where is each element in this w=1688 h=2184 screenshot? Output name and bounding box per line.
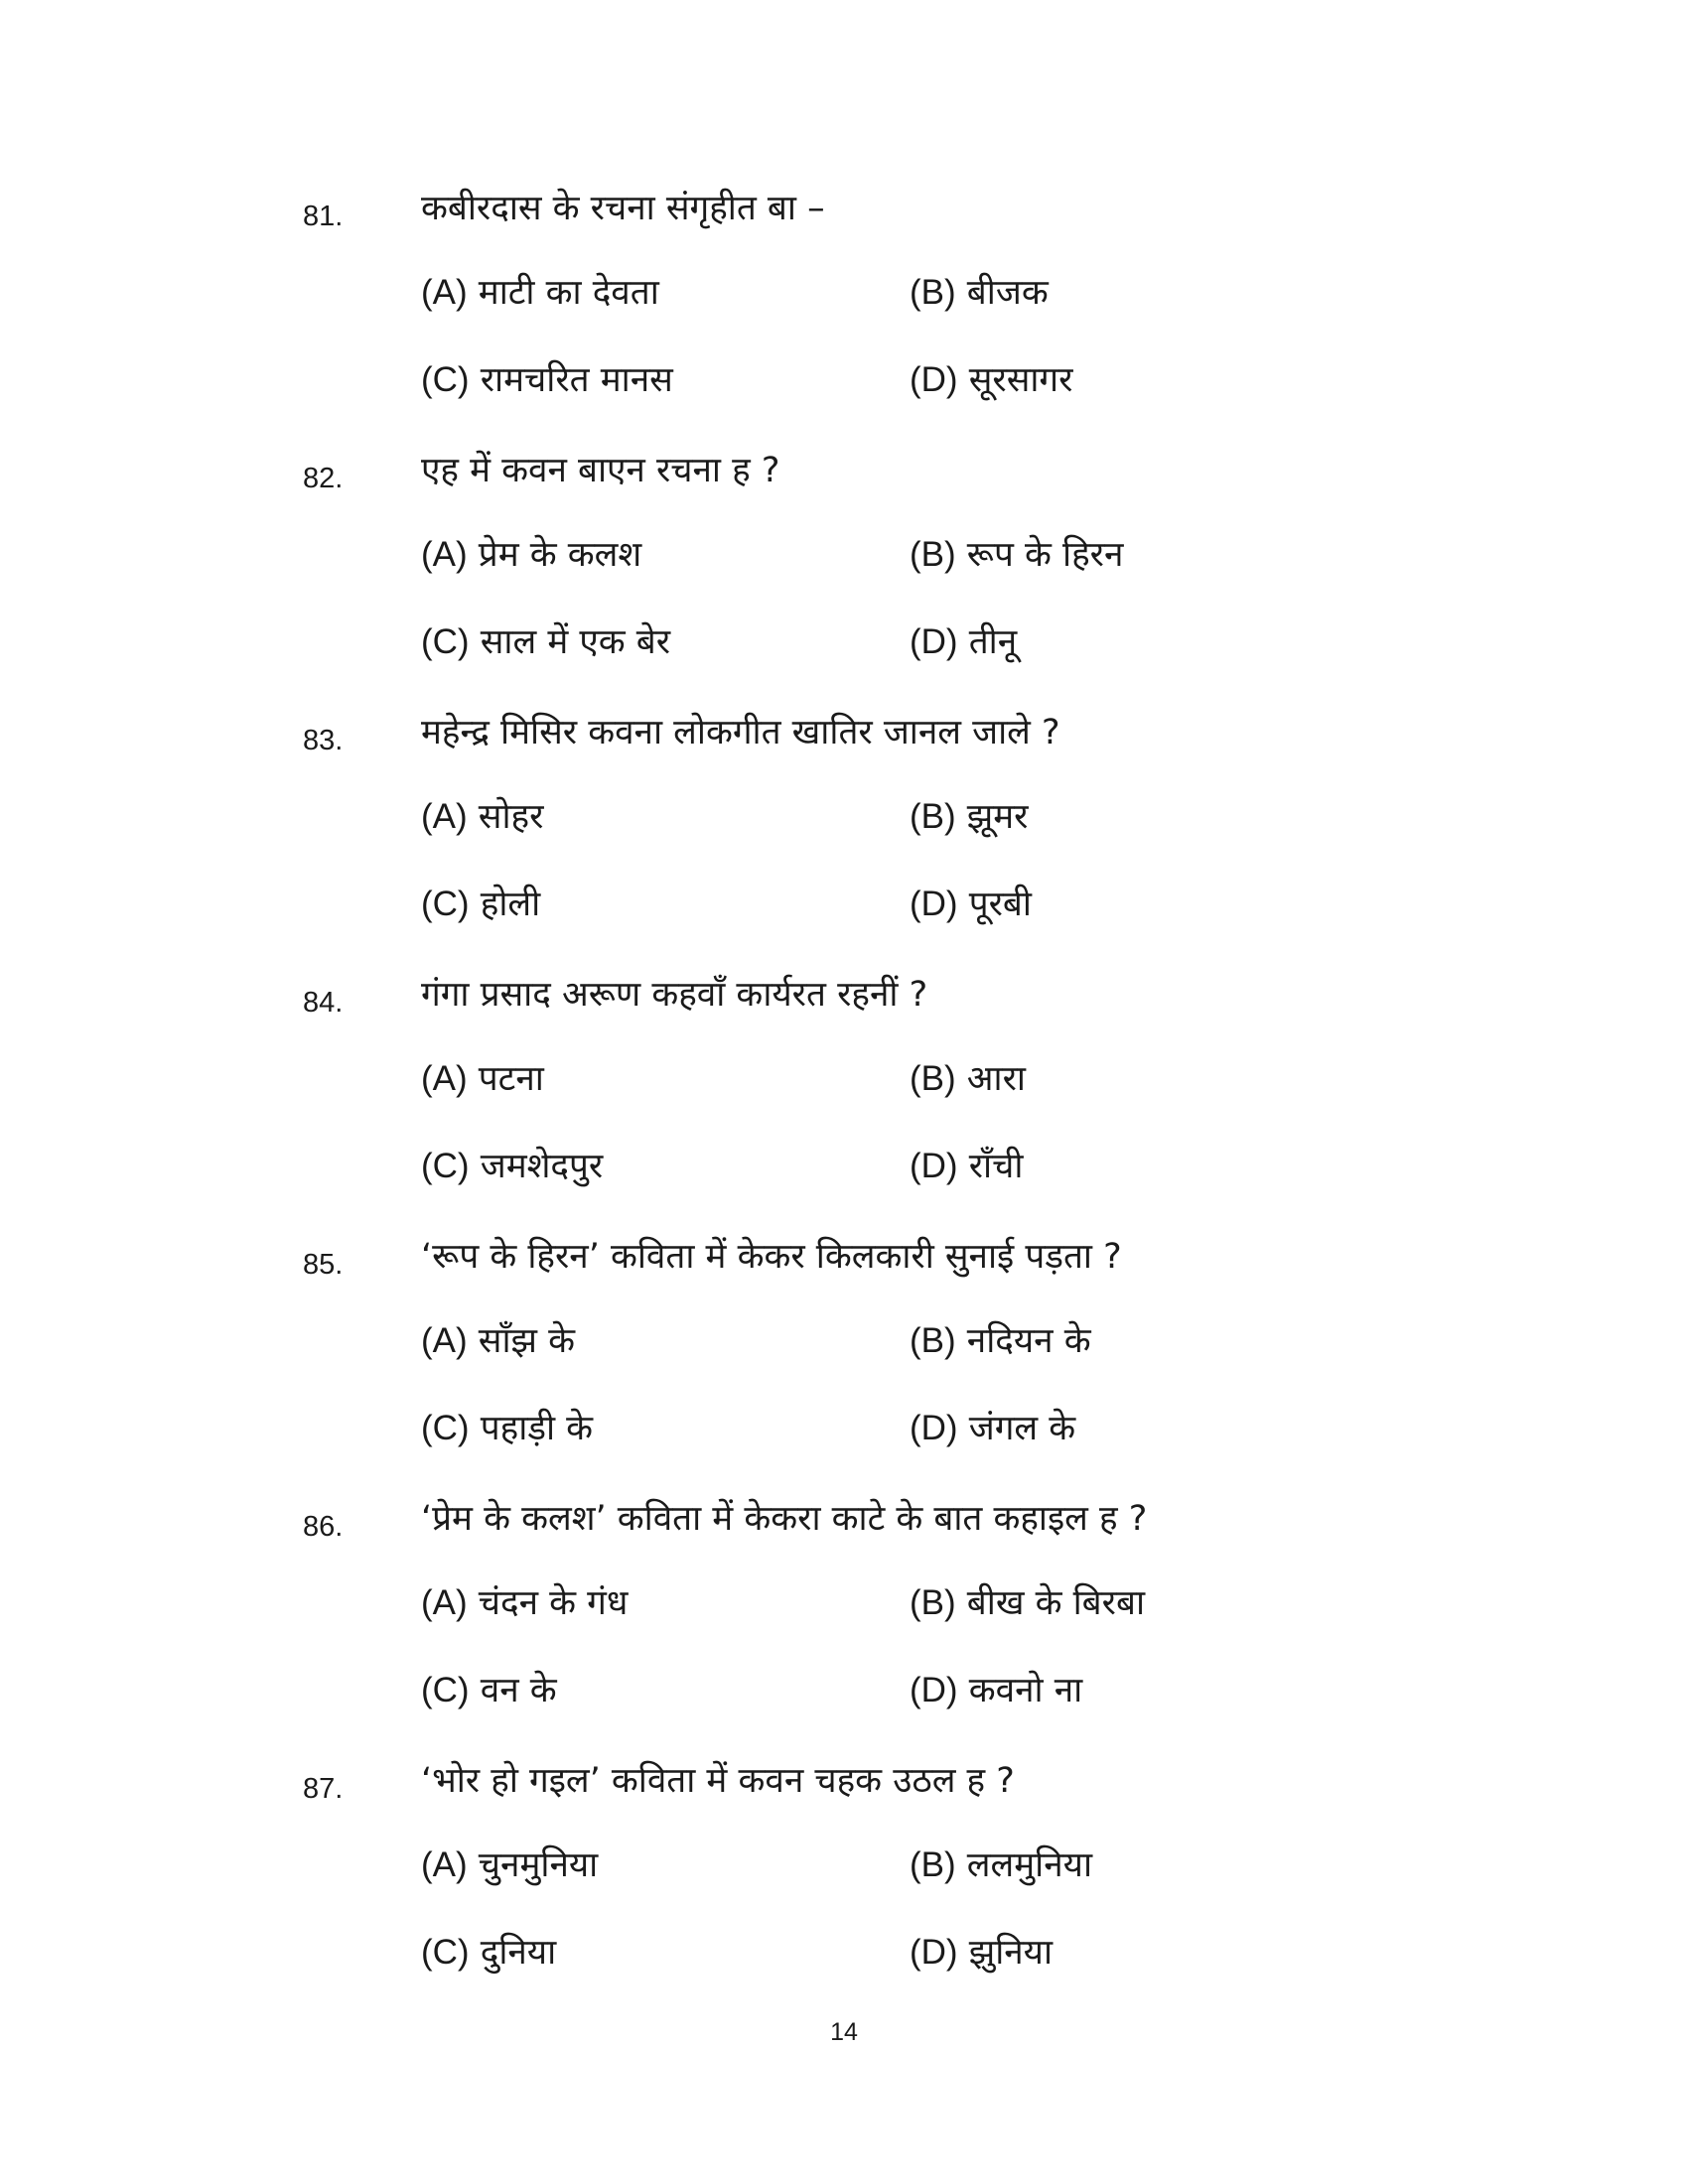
option-letter: (B) — [910, 1059, 956, 1098]
option-d — [910, 356, 1072, 404]
option-letter: (C) — [421, 885, 470, 923]
option-c — [421, 881, 540, 928]
question-85 — [0, 1233, 1688, 1495]
question-number: 83. — [303, 725, 344, 756]
option-c — [421, 356, 673, 404]
question-number: 81. — [303, 201, 344, 232]
option-text: दुनिया — [480, 1933, 557, 1973]
option-text: माटी का देवता — [478, 273, 659, 313]
option-letter: (A) — [421, 797, 468, 836]
option-c — [421, 1405, 593, 1452]
option-text: प्रेम के कलश — [478, 535, 642, 575]
option-c — [421, 1143, 603, 1190]
option-text: जमशेदपुर — [480, 1147, 604, 1186]
question-number: 86. — [303, 1511, 344, 1543]
option-letter: (C) — [421, 1147, 470, 1185]
option-letter: (A) — [421, 1845, 468, 1884]
option-letter: (B) — [910, 273, 956, 312]
option-letter: (D) — [910, 1147, 958, 1185]
option-letter: (B) — [910, 797, 956, 836]
option-b — [910, 269, 1049, 317]
option-text: तीनू — [968, 622, 1018, 662]
option-letter: (C) — [421, 360, 470, 399]
option-b — [910, 531, 1123, 579]
question-number: 85. — [303, 1249, 344, 1281]
option-text: नदियन के — [966, 1321, 1091, 1361]
option-text: होली — [480, 885, 541, 924]
option-text: सोहर — [478, 797, 544, 837]
option-d — [910, 1929, 1053, 1977]
option-a — [421, 269, 659, 317]
option-text: ललमुनिया — [966, 1845, 1093, 1885]
option-d — [910, 1405, 1075, 1452]
question-84 — [0, 971, 1688, 1233]
option-text: चंदन के गंध — [478, 1583, 629, 1623]
option-text: सूरसागर — [968, 360, 1073, 400]
question-text: कबीरदास के रचना संगृहीत बा – — [421, 189, 825, 228]
option-text: बीजक — [966, 273, 1049, 313]
page-number: 14 — [830, 2018, 858, 2046]
option-text: वन के — [480, 1671, 557, 1710]
option-d — [910, 618, 1017, 666]
option-text: पहाड़ी के — [480, 1409, 594, 1448]
option-a — [421, 1579, 628, 1627]
option-a — [421, 1055, 544, 1103]
option-c — [421, 1929, 556, 1977]
option-letter: (A) — [421, 1583, 468, 1622]
option-letter: (D) — [910, 1409, 958, 1447]
option-b — [910, 1317, 1091, 1365]
option-text: झुनिया — [968, 1933, 1054, 1973]
option-letter: (C) — [421, 622, 470, 661]
option-text: आरा — [966, 1059, 1026, 1099]
option-letter: (B) — [910, 535, 956, 574]
option-text: रूप के हिरन — [966, 535, 1124, 575]
option-a — [421, 1317, 575, 1365]
option-letter: (B) — [910, 1845, 956, 1884]
option-text: बीख के बिरबा — [966, 1583, 1146, 1623]
option-letter: (A) — [421, 273, 468, 312]
option-text: चुनमुनिया — [478, 1845, 599, 1885]
option-letter: (D) — [910, 885, 958, 923]
option-text: पूरबी — [968, 885, 1032, 924]
option-letter: (C) — [421, 1933, 470, 1972]
option-d — [910, 1143, 1023, 1190]
option-letter: (A) — [421, 1321, 468, 1360]
question-text: ‘रूप के हिरन’ कविता में केकर किलकारी सुनाई पड़ता ? — [421, 1237, 1122, 1277]
option-text: कवनो ना — [968, 1671, 1083, 1710]
option-b — [910, 793, 1029, 841]
question-86 — [0, 1495, 1688, 1757]
option-b — [910, 1579, 1145, 1627]
question-text: ‘भोर हो गइल’ कविता में कवन चहक उठल ह ? — [421, 1761, 1015, 1801]
option-letter: (D) — [910, 622, 958, 661]
option-text: साँझ के — [478, 1321, 575, 1361]
question-number: 84. — [303, 987, 344, 1019]
option-letter: (B) — [910, 1321, 956, 1360]
option-a — [421, 793, 543, 841]
option-d — [910, 1667, 1082, 1714]
option-text: जंगल के — [968, 1409, 1076, 1448]
option-letter: (C) — [421, 1409, 470, 1447]
option-c — [421, 618, 670, 666]
option-text: झूमर — [966, 797, 1029, 837]
option-b — [910, 1055, 1026, 1103]
option-c — [421, 1667, 557, 1714]
option-a — [421, 1842, 598, 1889]
option-a — [421, 531, 641, 579]
question-number: 87. — [303, 1773, 344, 1805]
option-letter: (D) — [910, 1933, 958, 1972]
question-82 — [0, 447, 1688, 709]
option-letter: (B) — [910, 1583, 956, 1622]
question-81 — [0, 185, 1688, 447]
option-letter: (A) — [421, 535, 468, 574]
question-number: 82. — [303, 463, 344, 494]
question-text: ‘प्रेम के कलश’ कविता में केकरा काटे के बात कहाइल ह ? — [421, 1499, 1148, 1539]
option-text: पटना — [478, 1059, 544, 1099]
option-b — [910, 1842, 1092, 1889]
question-83 — [0, 709, 1688, 971]
option-text: राँची — [968, 1147, 1024, 1186]
option-text: साल में एक बेर — [480, 622, 671, 662]
question-text: एह में कवन बाएन रचना ह ? — [421, 451, 780, 490]
option-letter: (C) — [421, 1671, 470, 1709]
option-text: रामचरित मानस — [480, 360, 673, 400]
option-letter: (A) — [421, 1059, 468, 1098]
question-87 — [0, 1757, 1688, 2019]
question-text: गंगा प्रसाद अरूण कहवाँ कार्यरत रहनीं ? — [421, 975, 928, 1015]
option-d — [910, 881, 1032, 928]
question-text: महेन्द्र मिसिर कवना लोकगीत खातिर जानल जाले ? — [421, 713, 1060, 752]
option-letter: (D) — [910, 1671, 958, 1709]
option-letter: (D) — [910, 360, 958, 399]
